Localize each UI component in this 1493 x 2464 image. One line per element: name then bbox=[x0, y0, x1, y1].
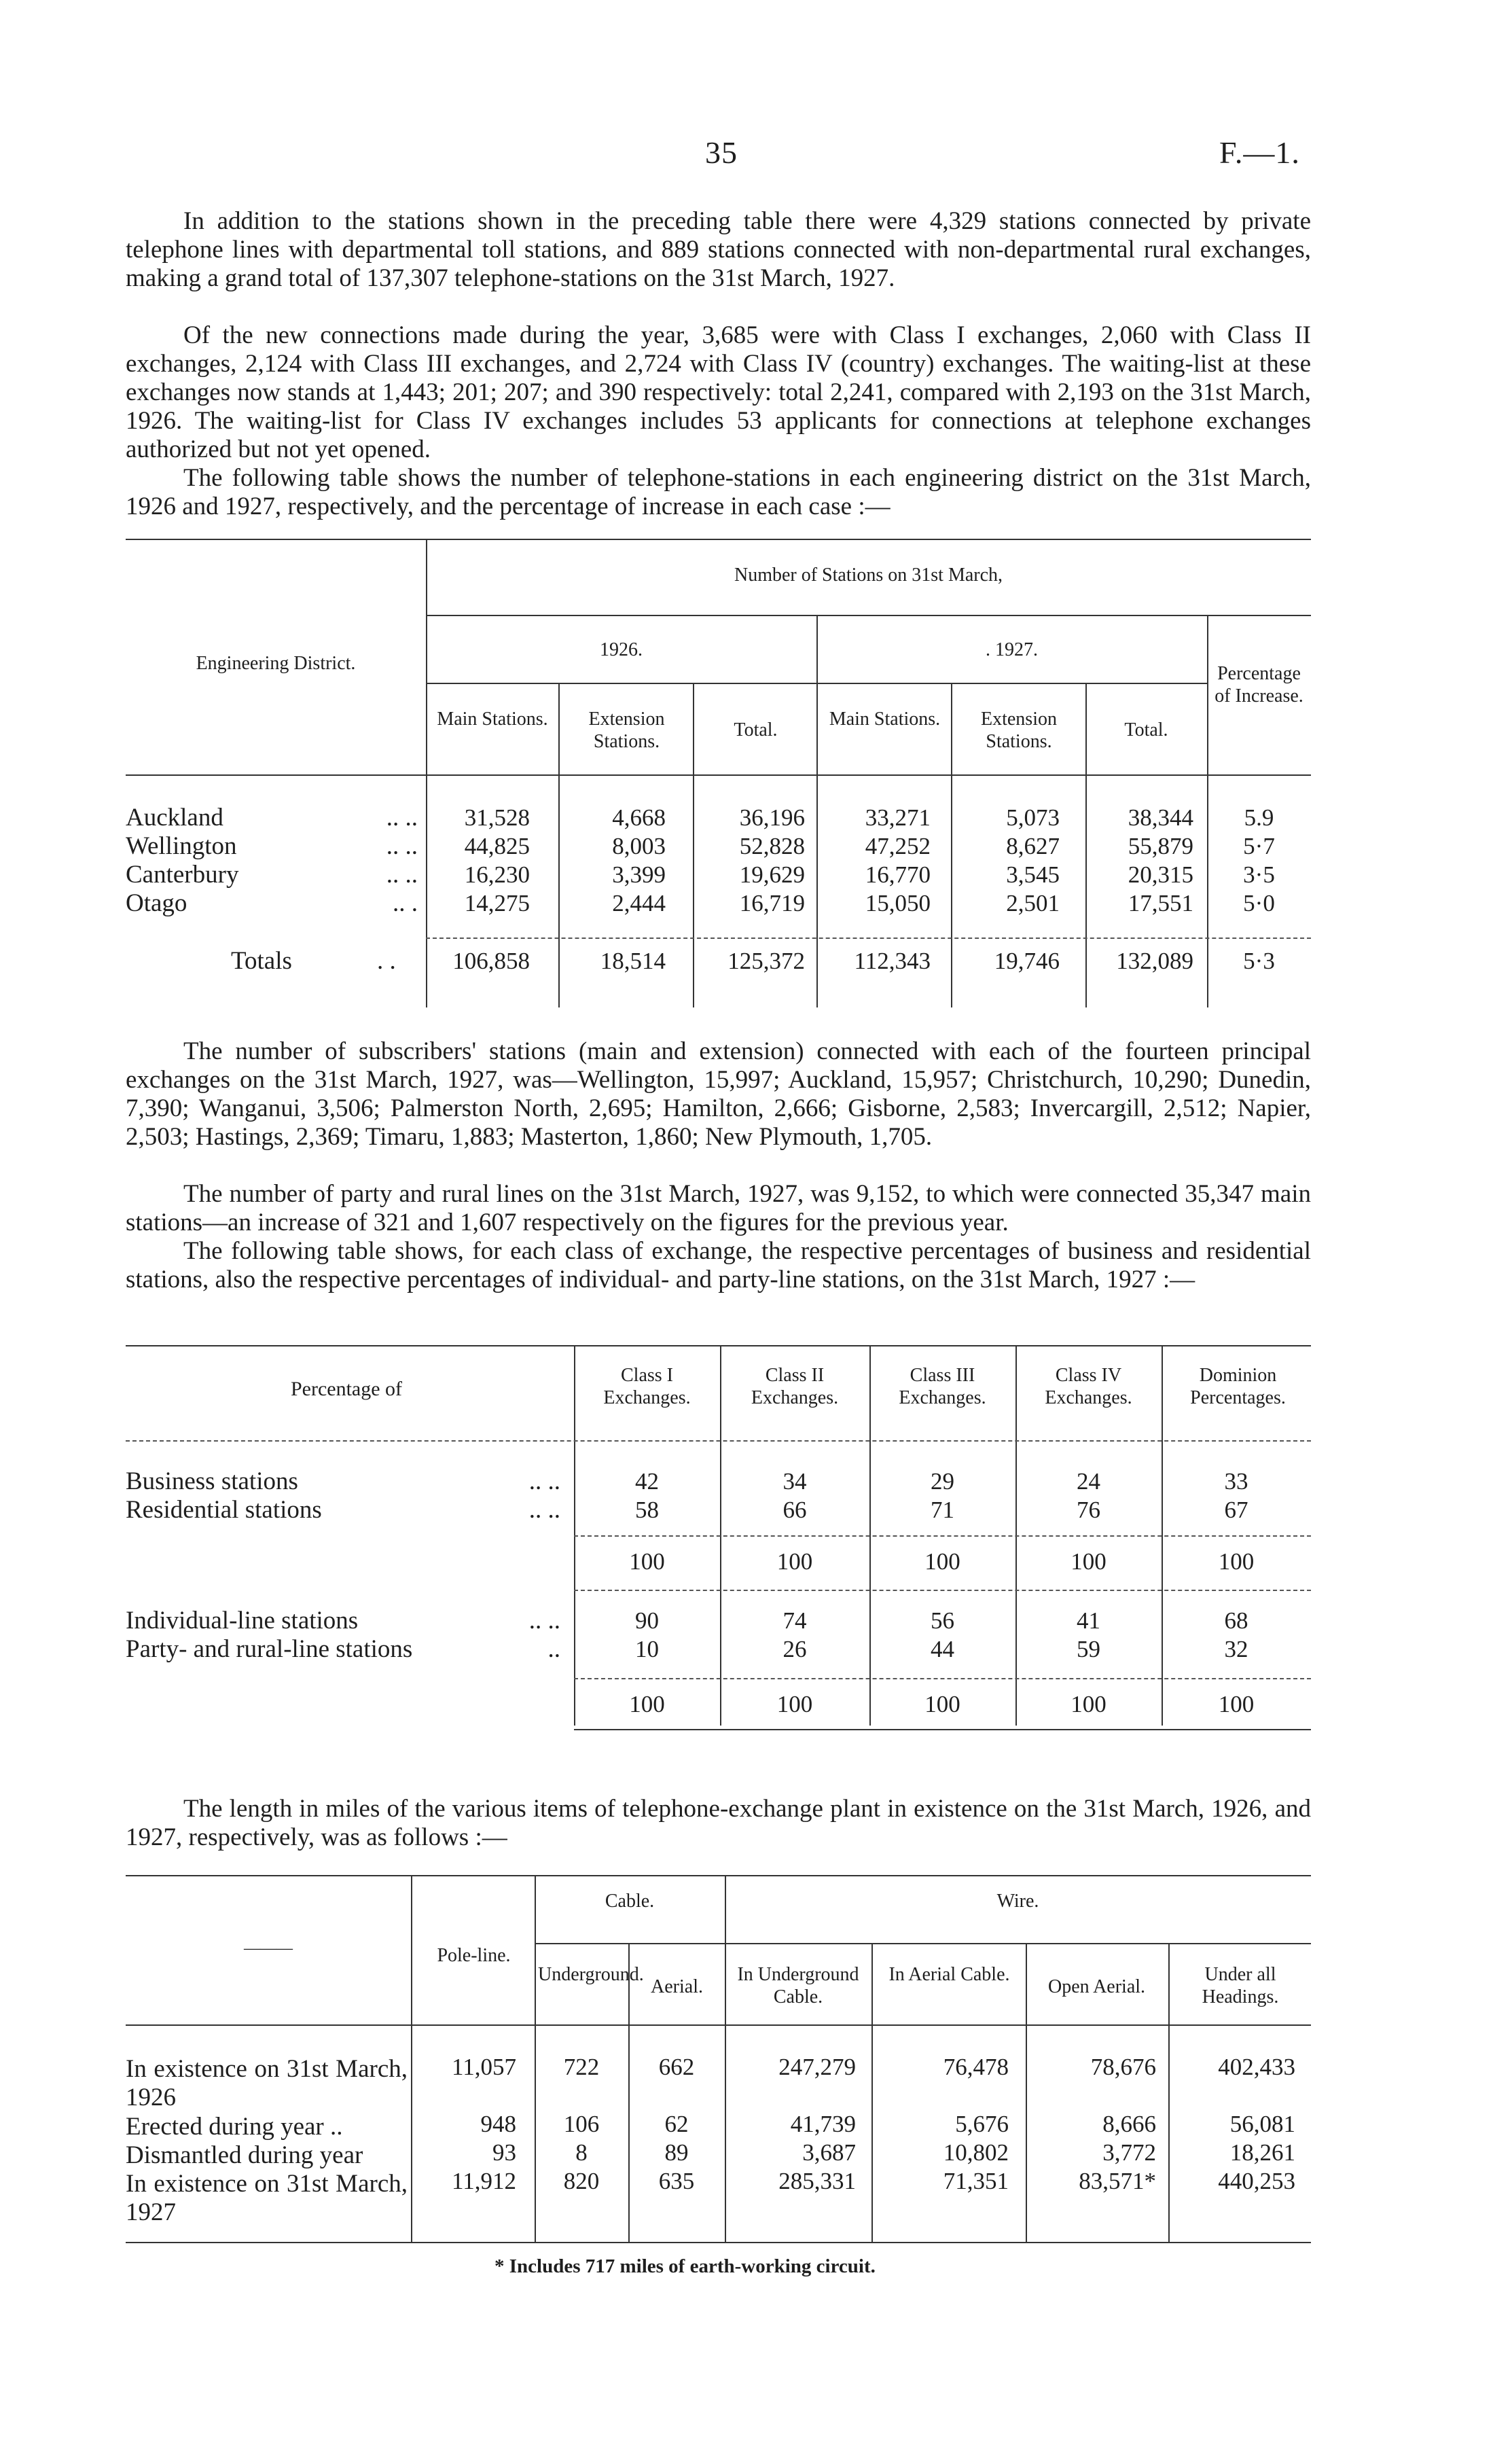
col-class-iv: Class IV Exchanges. bbox=[1045, 1365, 1132, 1408]
table-cell: 31,528 bbox=[464, 804, 530, 831]
table-cell: 8,003 bbox=[612, 833, 666, 859]
row-label-dismantled: Dismantled during year bbox=[126, 2141, 363, 2169]
row-label-1926: In existence on 31st March, 1926 bbox=[126, 2055, 408, 2111]
paragraph-table3-intro: The length in miles of the various items of telephone-exchange plant in existence on the 31st March, 1926, and 1927, respectively, was as follows :— bbox=[126, 1795, 1311, 1851]
col-open-aerial: Open Aerial. bbox=[1047, 1976, 1146, 1997]
table-cell: 68 bbox=[1224, 1607, 1248, 1634]
table-cell: 56,081 bbox=[1229, 2111, 1295, 2137]
table-cell: 90 bbox=[635, 1607, 659, 1634]
paragraph-new-connections: Of the new connections made during the year, 3,685 were with Class I exchanges, 2,060 with Class II exchanges, 2,124 with Class III exchanges, and 2,724 with Class IV (country) exchanges. The waiting-list at these exchanges now stands at 1,443; 201; 207; and 390 respectively: total 2,241, compared with 2,193 on the 31st March, 1926. The waiting-list for Class IV exchanges includes 53 applicants for connections at telephone exchanges authorized but not yet opened. bbox=[126, 321, 1311, 463]
table-cell: 41 bbox=[1077, 1607, 1100, 1634]
col-in-aerial-cable: In Aerial Cable. bbox=[888, 1964, 1010, 1985]
table-row-label: Wellington .. .. bbox=[126, 832, 418, 860]
table-row-label: Individual-line stations .. .. bbox=[126, 1607, 560, 1635]
table-cell: 8 bbox=[575, 2139, 588, 2166]
group-header-number-of-stations: Number of Stations on 31st March, bbox=[734, 565, 1003, 586]
document-code: F.—1. bbox=[1219, 135, 1300, 170]
table-cell: 3,687 bbox=[802, 2139, 856, 2166]
col-aerial: Aerial. bbox=[651, 1976, 703, 1997]
total-cell: 106,858 bbox=[452, 948, 530, 974]
table-cell: 285,331 bbox=[778, 2168, 856, 2194]
table-row-label: Residential stations .. .. bbox=[126, 1496, 560, 1524]
table-cell: 3,545 bbox=[1006, 861, 1060, 888]
table-cell: 10 bbox=[635, 1636, 659, 1662]
table-cell: 74 bbox=[783, 1607, 807, 1634]
col-main-1926: Main Stations. bbox=[437, 709, 548, 730]
col-class-iii: Class III Exchanges. bbox=[899, 1365, 986, 1408]
table-cell: 76 bbox=[1077, 1497, 1100, 1523]
table-cell: 44 bbox=[931, 1636, 954, 1662]
totals-label: Totals bbox=[231, 947, 292, 975]
table-cell: 2,444 bbox=[612, 890, 666, 916]
table-row-label: Canterbury .. .. bbox=[126, 861, 418, 889]
table-cell: 5·7 bbox=[1243, 833, 1275, 859]
subtotal-cell: 100 bbox=[924, 1548, 960, 1575]
col-extension-1926: Extension Stations. bbox=[588, 709, 665, 752]
subtotal-cell: 100 bbox=[776, 1691, 813, 1717]
year-1926-header: 1926. bbox=[600, 639, 643, 660]
col-class-i: Class I Exchanges. bbox=[603, 1365, 691, 1408]
table-cell: 5,676 bbox=[955, 2111, 1009, 2137]
table-cell: 55,879 bbox=[1128, 833, 1193, 859]
table-cell: 722 bbox=[563, 2054, 600, 2080]
subtotal-cell: 100 bbox=[1071, 1548, 1107, 1575]
col-pole-line: Pole-line. bbox=[437, 1945, 511, 1966]
col-in-underground-cable: In Underground Cable. bbox=[737, 1964, 859, 2007]
paragraph-principal-exchanges: The number of subscribers' stations (main and extension) connected with each of the fourteen principal exchanges on the 31st March, 1927, was—Wellington, 15,997; Auckland, 15,957; Christchurch, 10,290; Dunedin, 7,390; Wanganui, 3,506; Palmerston North, 2,695; Hamilton, 2,666; Gisborne, 2,583; Invercargill, 2,512; Napier, 2,503; Hastings, 2,369; Timaru, 1,883; Masterton, 1,860; New Plymouth, 1,705. bbox=[126, 1037, 1311, 1151]
subtotal-cell: 100 bbox=[1218, 1548, 1255, 1575]
table-cell: 32 bbox=[1224, 1636, 1248, 1662]
table-cell: 41,739 bbox=[790, 2111, 856, 2137]
table-cell: 34 bbox=[783, 1468, 807, 1495]
year-1927-header: . 1927. bbox=[986, 639, 1038, 660]
table-cell: 5.9 bbox=[1244, 804, 1274, 831]
table-cell: 83,571* bbox=[1079, 2168, 1156, 2194]
table-cell: 18,261 bbox=[1229, 2139, 1295, 2166]
table-cell: 33 bbox=[1224, 1468, 1248, 1495]
table-footnote: * Includes 717 miles of earth-working circuit. bbox=[494, 2255, 876, 2277]
table-cell: 24 bbox=[1077, 1468, 1100, 1495]
table-cell: 42 bbox=[635, 1468, 659, 1495]
table-cell: 14,275 bbox=[464, 890, 530, 916]
table-cell: 16,719 bbox=[739, 890, 805, 916]
table-row-label: Party- and rural-line stations .. bbox=[126, 1635, 560, 1663]
table-cell: 29 bbox=[931, 1468, 954, 1495]
row-label-erected: Erected during year .. bbox=[126, 2113, 343, 2141]
table-cell: 247,279 bbox=[778, 2054, 856, 2080]
table-cell: 8,666 bbox=[1102, 2111, 1156, 2137]
table-cell: 15,050 bbox=[865, 890, 931, 916]
col-class-ii: Class II Exchanges. bbox=[751, 1365, 839, 1408]
table-row-label: Otago .. . bbox=[126, 889, 418, 917]
col-engineering-district: Engineering District. bbox=[196, 653, 356, 674]
totals-dots: . . bbox=[377, 947, 396, 975]
table-cell: 47,252 bbox=[865, 833, 931, 859]
group-cable: Cable. bbox=[605, 1891, 655, 1912]
table-cell: 38,344 bbox=[1128, 804, 1193, 831]
col-total-1926: Total. bbox=[734, 719, 778, 740]
subtotal-cell: 100 bbox=[924, 1691, 960, 1717]
table-row-label: Business stations .. .. bbox=[126, 1467, 560, 1495]
table-cell: 3,399 bbox=[612, 861, 666, 888]
col-percentage-of: Percentage of bbox=[290, 1378, 403, 1400]
total-cell: 132,089 bbox=[1116, 948, 1193, 974]
col-extension-1927: Extension Stations. bbox=[981, 709, 1057, 752]
paragraph-party-rural-lines: The number of party and rural lines on the 31st March, 1927, was 9,152, to which were connected 35,347 main stations—an increase of 321 and 1,607 respectively on the figures for the previous year. bbox=[126, 1180, 1311, 1236]
table-cell: 11,912 bbox=[452, 2168, 516, 2194]
table-cell: 662 bbox=[658, 2054, 695, 2080]
table-cell: 71 bbox=[931, 1497, 954, 1523]
table-cell: 16,230 bbox=[464, 861, 530, 888]
table-cell: 106 bbox=[563, 2111, 600, 2137]
table-cell: 26 bbox=[783, 1636, 807, 1662]
paragraph-table2-intro: The following table shows, for each class of exchange, the respective percentages of business and residential stations, also the respective percentages of individual- and party-line stations, on the 31st March, 1927 :— bbox=[126, 1237, 1311, 1293]
table-cell: 19,629 bbox=[739, 861, 805, 888]
total-cell: 18,514 bbox=[600, 948, 666, 974]
row-label-1927: In existence on 31st March, 1927 bbox=[126, 2170, 408, 2226]
blank-header: ——— bbox=[244, 1940, 293, 1957]
paragraph-grand-total: In addition to the stations shown in the preceding table there were 4,329 stations connected by private telephone lines with departmental toll stations, and 889 stations connected with non-departmental rural exchanges, making a grand total of 137,307 telephone-stations on the 31st March, 1927. bbox=[126, 207, 1311, 292]
table-cell: 10,802 bbox=[943, 2139, 1009, 2166]
table-cell: 3·5 bbox=[1243, 861, 1275, 888]
subtotal-cell: 100 bbox=[1218, 1691, 1255, 1717]
total-cell: 112,343 bbox=[854, 948, 931, 974]
table-cell: 71,351 bbox=[943, 2168, 1009, 2194]
table-cell: 93 bbox=[492, 2139, 516, 2166]
col-under-all-headings: Under all Headings. bbox=[1202, 1964, 1279, 2007]
total-cell: 19,746 bbox=[994, 948, 1060, 974]
table-cell: 20,315 bbox=[1128, 861, 1193, 888]
table-cell: 36,196 bbox=[739, 804, 805, 831]
table-cell: 67 bbox=[1224, 1497, 1248, 1523]
table-cell: 635 bbox=[658, 2168, 695, 2194]
table-cell: 3,772 bbox=[1102, 2139, 1156, 2166]
table-cell: 402,433 bbox=[1218, 2054, 1295, 2080]
table-cell: 16,770 bbox=[865, 861, 931, 888]
table-cell: 52,828 bbox=[739, 833, 805, 859]
page-number: 35 bbox=[705, 135, 738, 170]
table-cell: 4,668 bbox=[612, 804, 666, 831]
total-cell: 5·3 bbox=[1243, 948, 1275, 974]
col-underground: Underground. bbox=[538, 1964, 644, 1985]
group-wire: Wire. bbox=[996, 1891, 1039, 1912]
table-cell: 2,501 bbox=[1006, 890, 1060, 916]
subtotal-cell: 100 bbox=[776, 1548, 813, 1575]
paragraph-table1-intro: The following table shows the number of telephone-stations in each engineering district on the 31st March, 1926 and 1927, respectively, and the percentage of increase in each case :— bbox=[126, 464, 1311, 520]
table-cell: 56 bbox=[931, 1607, 954, 1634]
table-cell: 11,057 bbox=[452, 2054, 516, 2080]
col-percentage-increase: Percentage of Increase. bbox=[1215, 663, 1303, 707]
table-cell: 58 bbox=[635, 1497, 659, 1523]
subtotal-cell: 100 bbox=[629, 1548, 665, 1575]
table-cell: 44,825 bbox=[464, 833, 530, 859]
table-cell: 440,253 bbox=[1218, 2168, 1295, 2194]
table-cell: 76,478 bbox=[943, 2054, 1009, 2080]
table-cell: 820 bbox=[563, 2168, 600, 2194]
subtotal-cell: 100 bbox=[629, 1691, 665, 1717]
table-cell: 33,271 bbox=[865, 804, 931, 831]
table-cell: 78,676 bbox=[1090, 2054, 1156, 2080]
table-cell: 89 bbox=[664, 2139, 689, 2166]
total-cell: 125,372 bbox=[727, 948, 805, 974]
table-cell: 8,627 bbox=[1006, 833, 1060, 859]
col-dominion: Dominion Percentages. bbox=[1190, 1365, 1286, 1408]
table-cell: 5,073 bbox=[1006, 804, 1060, 831]
col-total-1927: Total. bbox=[1124, 719, 1168, 740]
table-cell: 17,551 bbox=[1128, 890, 1193, 916]
subtotal-cell: 100 bbox=[1071, 1691, 1107, 1717]
table-row-label: Auckland .. .. bbox=[126, 804, 418, 832]
table-cell: 948 bbox=[480, 2111, 516, 2137]
table-cell: 62 bbox=[664, 2111, 689, 2137]
table-cell: 59 bbox=[1077, 1636, 1100, 1662]
table-cell: 5·0 bbox=[1243, 890, 1275, 916]
col-main-1927: Main Stations. bbox=[829, 709, 941, 730]
table-cell: 66 bbox=[783, 1497, 807, 1523]
